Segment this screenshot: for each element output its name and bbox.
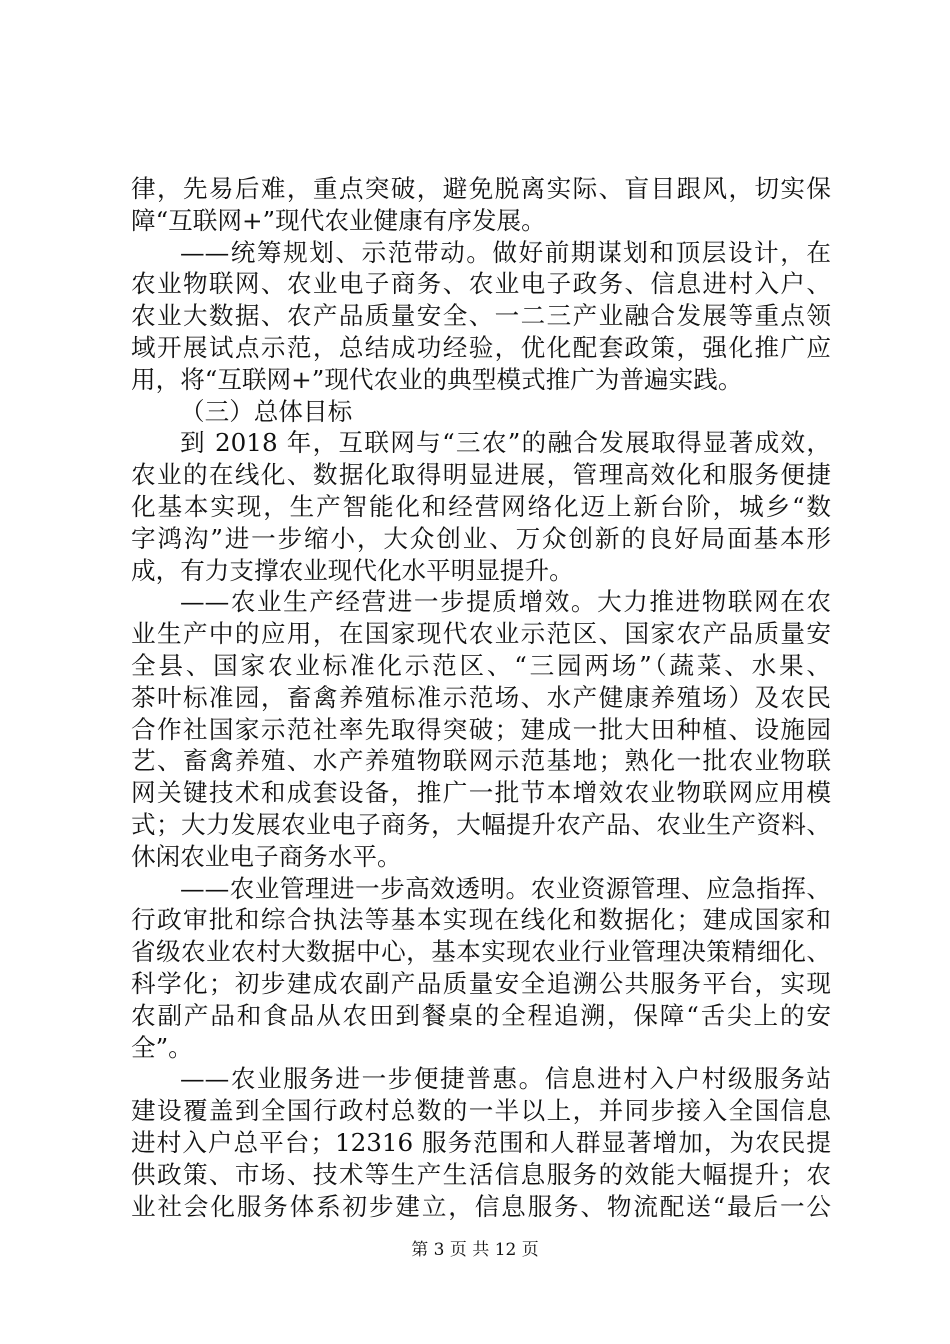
text-line: ——统筹规划、示范带动。做好前期谋划和顶层设计，在 [180, 237, 831, 267]
text-line: 农业物联网、农业电子商务、农业电子政务、信息进村入户、 [131, 269, 831, 299]
text-line: 业生产中的应用，在国家现代农业示范区、国家农产品质量安 [131, 619, 831, 649]
text-line: 网关键技术和成套设备，推广一批节本增效农业物联网应用模 [131, 778, 831, 808]
text-line: 茶叶标准园，畜禽养殖标准示范场、水产健康养殖场）及农民 [131, 682, 831, 712]
text-line: 全”。 [131, 1032, 193, 1062]
text-line: 用，将“互联网+”现代农业的典型模式推广为普遍实践。 [131, 364, 743, 394]
text-line: 农副产品和食品从农田到餐桌的全程追溯，保障“舌尖上的安 [131, 1000, 831, 1030]
text-line: 建设覆盖到全国行政村总数的一半以上，并同步接入全国信息 [131, 1096, 831, 1126]
text-line: 省级农业农村大数据中心，基本实现农业行业管理决策精细化、 [131, 937, 831, 967]
text-line: 成，有力支撑农业现代化水平明显提升。 [131, 555, 574, 585]
body-text [131, 173, 831, 1222]
text-line: ——农业生产经营进一步提质增效。大力推进物联网在农 [180, 587, 831, 617]
text-line: ——农业服务进一步便捷普惠。信息进村入户村级服务站 [180, 1064, 831, 1094]
text-line: 艺、畜禽养殖、水产养殖物联网示范基地；熟化一批农业物联 [131, 746, 831, 776]
text-line: 到 2018 年，互联网与“三农”的融合发展取得显著成效， [180, 428, 831, 458]
text-line: 休闲农业电子商务水平。 [131, 841, 402, 871]
text-line: 合作社国家示范社率先取得突破；建成一批大田种植、设施园 [131, 714, 831, 744]
section-heading: （三）总体目标 [180, 396, 353, 426]
text-line: ——农业管理进一步高效透明。农业资源管理、应急指挥、 [180, 873, 831, 903]
text-line: 律，先易后难，重点突破，避免脱离实际、盲目跟风，切实保 [131, 174, 831, 203]
text-line: 化基本实现，生产智能化和经营网络化迈上新台阶，城乡“数 [131, 491, 831, 521]
text-line: 字鸿沟”进一步缩小，大众创业、万众创新的良好局面基本形 [131, 523, 831, 553]
text-line: 业社会化服务体系初步建立，信息服务、物流配送“最后一公 [131, 1191, 831, 1221]
text-line: 农业大数据、农产品质量安全、一二三产业融合发展等重点领 [131, 301, 831, 331]
text-line: 域开展试点示范，总结成功经验，优化配套政策，强化推广应 [131, 332, 831, 362]
page-number-footer: 第 3 页 共 12 页 [411, 1240, 539, 1260]
text-line: 式；大力发展农业电子商务，大幅提升农产品、农业生产资料、 [131, 809, 831, 839]
text-line: 进村入户总平台；12316 服务范围和人群显著增加，为农民提 [131, 1127, 831, 1157]
text-line: 全县、国家农业标准化示范区、“三园两场”（蔬菜、水果、 [131, 650, 831, 680]
text-line: 行政审批和综合执法等基本实现在线化和数据化；建成国家和 [131, 905, 831, 935]
text-line: 农业的在线化、数据化取得明显进展，管理高效化和服务便捷 [131, 460, 831, 490]
text-line: 障“互联网+”现代农业健康有序发展。 [131, 205, 546, 235]
text-line: 供政策、市场、技术等生产生活信息服务的效能大幅提升；农 [131, 1159, 831, 1189]
text-line: 科学化；初步建成农副产品质量安全追溯公共服务平台，实现 [131, 968, 831, 998]
